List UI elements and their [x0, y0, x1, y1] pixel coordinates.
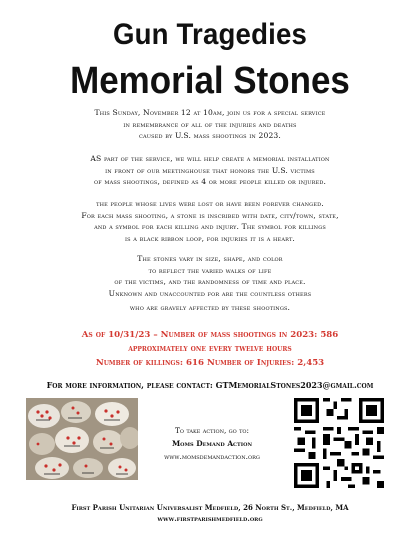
- service-line: AS part of the service, we will help create a memorial installation: [90, 154, 330, 163]
- take-action-label: To take action, go to:: [174, 426, 250, 435]
- contact-line: For more information, please contact: GTMemorialStones2023@gmail.com: [46, 380, 374, 390]
- title-line-1: Gun Tragedies: [112, 18, 308, 51]
- stones-paragraph: [10, 253, 410, 314]
- stones-line: who are gravely affected by these shootings.: [129, 303, 291, 313]
- intro-line: This Sunday, November 12 at 10am, join us for a special service: [94, 108, 326, 117]
- memorial-stones-photo: [26, 398, 138, 480]
- organization-link[interactable]: www.momsdemandaction.org: [164, 452, 260, 461]
- footer-address: First Parish Unitarian Universalist Medfield, 26 North St., Medfield, MA: [71, 503, 349, 512]
- title-line-2: Memorial Stones: [70, 60, 350, 102]
- stats-casualties-line: Number of killings: 616 Number of Injuries: 2,453: [95, 358, 325, 368]
- stones-line: to reflect the varied walks of life: [148, 265, 272, 275]
- stones-line: Unknown and unaccounted for are the countless others: [108, 288, 312, 298]
- intro-paragraph: [10, 107, 410, 142]
- stones-line: of the victims, and the randomness of time and place.: [114, 277, 306, 287]
- footer-website[interactable]: www.firstparishmedfield.org: [157, 514, 263, 523]
- take-action-block: [140, 424, 284, 463]
- symbols-line: is a black ribbon loop, for injuries it is a heart.: [124, 233, 295, 243]
- symbols-line: the people whose lives were lost or have been forever changed.: [96, 199, 324, 208]
- service-paragraph: [10, 153, 410, 188]
- footer: [0, 502, 420, 524]
- stats-frequency-line: approximately one every twelve hours: [128, 344, 292, 354]
- stones-illustration: [26, 398, 138, 480]
- qr-code[interactable]: [294, 398, 384, 488]
- statistics-block: [10, 328, 410, 370]
- service-line: in front of our meetinghouse that honors the U.S. victims: [105, 165, 315, 175]
- intro-line: in remembrance of all of the injuries and deaths: [123, 119, 297, 129]
- service-line: of mass shootings, defined as 4 or more people killed or injured.: [93, 177, 327, 187]
- symbols-paragraph: [10, 198, 410, 244]
- stats-count-line: As of 10/31/23 – Number of mass shootings in 2023: 586: [81, 330, 339, 340]
- symbols-line: and a symbol for each killing and injury. The symbol for killings: [94, 222, 326, 232]
- stones-line: The stones vary in size, shape, and color: [137, 254, 283, 263]
- intro-line: caused by U.S. mass shootings in 2023.: [139, 131, 281, 141]
- organization-name: Moms Demand Action: [171, 439, 253, 448]
- symbols-line: For each mass shooting, a stone is inscribed with date, city/town, state,: [81, 210, 339, 220]
